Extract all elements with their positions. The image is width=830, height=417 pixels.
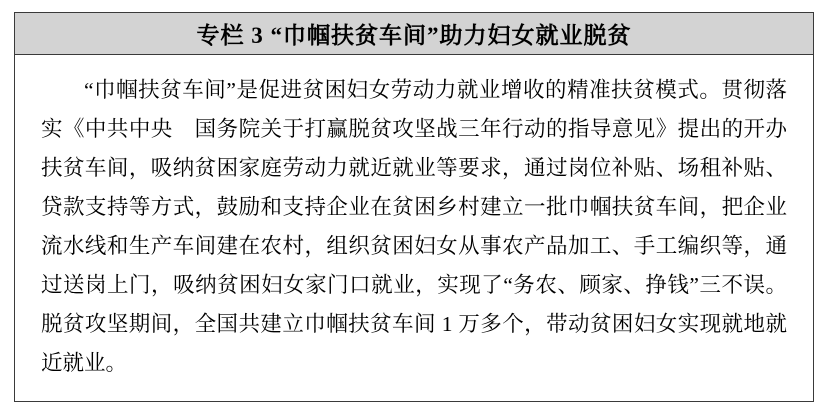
- callout-box-body: [15, 55, 813, 393]
- callout-box-paragraph: “巾帼扶贫车间”是促进贫困妇女劳动力就业增收的精准扶贫模式。贯彻落实《中共中央 国务院关于打赢脱贫攻坚战三年行动的指导意见》提出的开办扶贫车间，吸纳贫困家庭劳动力就近就业等要求，通过岗位补贴、场租补贴、贷款支持等方式，鼓励和支持企业在贫困乡村建立一批巾帼扶贫车间，把企业流水线和生产车间建在农村，组织贫困妇女从事农产品加工、手工编织等，通过送岗上门，吸纳贫困妇女家门口就业，实现了“务农、顾家、挣钱”三不误。脱贫攻坚期间，全国共建立巾帼扶贫车间 1 万多个，带动贫困妇女实现就地就近就业。: [41, 78, 787, 375]
- callout-box: [14, 12, 814, 402]
- callout-box-header: [15, 13, 813, 55]
- callout-box-title: 专栏 3 “巾帼扶贫车间”助力妇女就业脱贫: [196, 23, 632, 48]
